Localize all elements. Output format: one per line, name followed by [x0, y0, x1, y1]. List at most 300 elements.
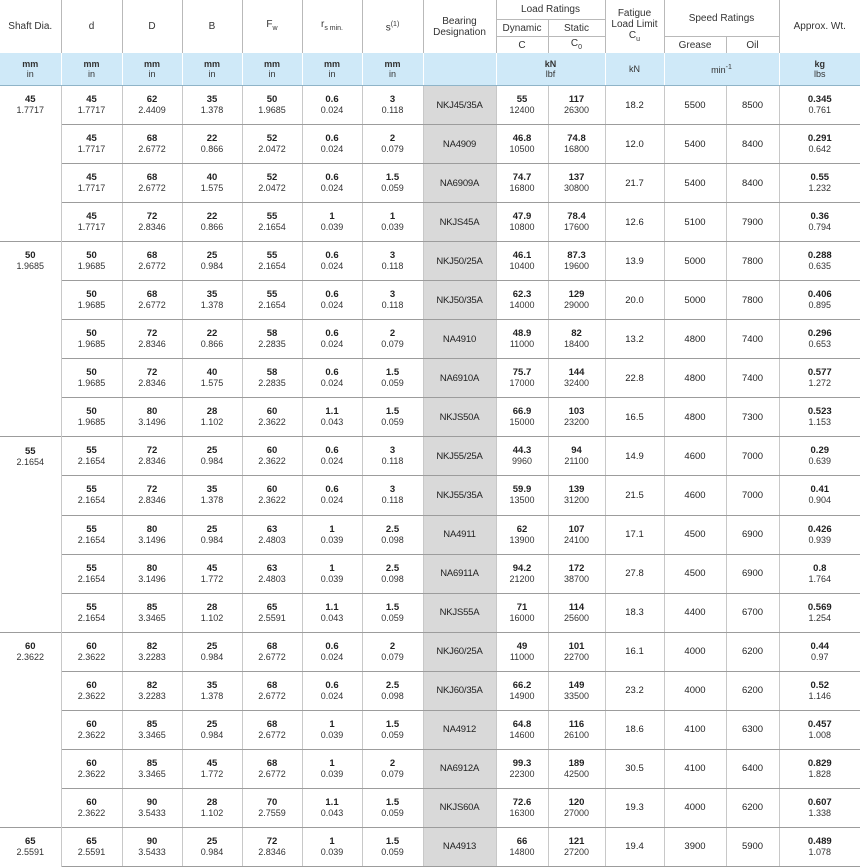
cell-d: 50 1.9685 [61, 398, 122, 437]
cell-grease: 4800 [664, 359, 726, 398]
table-row [0, 554, 860, 593]
cell-oil: 6400 [726, 749, 779, 788]
cell-dynamic: 71 16000 [496, 593, 548, 632]
cell-oil: 6200 [726, 632, 779, 671]
cell-weight: 0.607 1.338 [779, 788, 860, 827]
cell-oil: 8500 [726, 86, 779, 125]
cell-shaft-dia [0, 593, 61, 632]
cell-rs: 1.1 0.043 [302, 788, 362, 827]
cell-dynamic: 46.8 10500 [496, 125, 548, 164]
cell-D: 90 3.5433 [122, 788, 182, 827]
cell-rs: 0.6 0.024 [302, 320, 362, 359]
cell-B: 40 1.575 [182, 359, 242, 398]
cell-oil: 7800 [726, 281, 779, 320]
cell-grease: 4100 [664, 749, 726, 788]
cell-D: 85 3.3465 [122, 593, 182, 632]
cell-static: 94 21100 [548, 437, 605, 476]
cell-grease: 4000 [664, 671, 726, 710]
cell-fw: 58 2.2835 [242, 359, 302, 398]
cell-shaft-dia [0, 476, 61, 515]
cell-d: 60 2.3622 [61, 749, 122, 788]
cell-static: 139 31200 [548, 476, 605, 515]
cell-fatigue: 23.2 [605, 671, 664, 710]
cell-weight: 0.426 0.939 [779, 515, 860, 554]
cell-shaft-dia [0, 281, 61, 320]
cell-grease: 5000 [664, 242, 726, 281]
cell-B: 28 1.102 [182, 398, 242, 437]
units-row [0, 53, 860, 86]
cell-D: 68 2.6772 [122, 164, 182, 203]
cell-weight: 0.55 1.232 [779, 164, 860, 203]
cell-dynamic: 62.3 14000 [496, 281, 548, 320]
cell-shaft-dia [0, 203, 61, 242]
cell-weight: 0.52 1.146 [779, 671, 860, 710]
cell-s: 3 0.118 [362, 437, 423, 476]
cell-fw: 52 2.0472 [242, 125, 302, 164]
unit-rs: mm in [302, 53, 362, 86]
cell-fw: 60 2.3622 [242, 398, 302, 437]
cell-dynamic: 74.7 16800 [496, 164, 548, 203]
cell-D: 82 3.2283 [122, 671, 182, 710]
col-header-shaft: Shaft Dia. [0, 0, 61, 53]
cell-B: 22 0.866 [182, 320, 242, 359]
col-header-designation: Bearing Designation [423, 0, 496, 53]
col-header-static: Static [548, 20, 605, 37]
cell-shaft-dia: 50 1.9685 [0, 242, 61, 281]
cell-oil: 7000 [726, 476, 779, 515]
cell-grease: 4000 [664, 788, 726, 827]
cell-rs: 1 0.039 [302, 515, 362, 554]
cell-fw: 65 2.5591 [242, 593, 302, 632]
table-row [0, 671, 860, 710]
cell-shaft-dia [0, 710, 61, 749]
cell-static: 137 30800 [548, 164, 605, 203]
cell-d: 55 2.1654 [61, 554, 122, 593]
cell-oil: 7400 [726, 320, 779, 359]
table-row [0, 203, 860, 242]
cell-designation: NKJS50A [423, 398, 496, 437]
cell-fatigue: 19.3 [605, 788, 664, 827]
cell-dynamic: 59.9 13500 [496, 476, 548, 515]
cell-d: 50 1.9685 [61, 359, 122, 398]
table-row [0, 242, 860, 281]
col-header-weight: Approx. Wt. [793, 21, 846, 32]
cell-rs: 1 0.039 [302, 554, 362, 593]
cell-rs: 0.6 0.024 [302, 86, 362, 125]
cell-rs: 0.6 0.024 [302, 437, 362, 476]
cell-shaft-dia [0, 749, 61, 788]
unit-d: mm in [61, 53, 122, 86]
cell-fw: 58 2.2835 [242, 320, 302, 359]
cell-shaft-dia [0, 398, 61, 437]
cell-designation: NKJS60A [423, 788, 496, 827]
table-row [0, 164, 860, 203]
cell-rs: 0.6 0.024 [302, 281, 362, 320]
cell-rs: 1 0.039 [302, 827, 362, 866]
cell-dynamic: 94.2 21200 [496, 554, 548, 593]
cell-fatigue: 21.7 [605, 164, 664, 203]
cell-B: 25 0.984 [182, 515, 242, 554]
cell-designation: NKJ55/25A [423, 437, 496, 476]
cell-d: 45 1.7717 [61, 203, 122, 242]
cell-rs: 0.6 0.024 [302, 125, 362, 164]
cell-B: 22 0.866 [182, 125, 242, 164]
cell-designation: NKJ55/35A [423, 476, 496, 515]
table-row [0, 86, 860, 125]
cell-dynamic: 72.6 16300 [496, 788, 548, 827]
cell-s: 2 0.079 [362, 320, 423, 359]
cell-static: 107 24100 [548, 515, 605, 554]
cell-dynamic: 55 12400 [496, 86, 548, 125]
cell-fatigue: 17.1 [605, 515, 664, 554]
col-header-fw: $F_w$ [242, 0, 302, 53]
cell-weight: 0.41 0.904 [779, 476, 860, 515]
cell-d: 55 2.1654 [61, 515, 122, 554]
unit-fw: mm in [242, 53, 302, 86]
cell-s: 1.5 0.059 [362, 827, 423, 866]
cell-fatigue: 18.2 [605, 86, 664, 125]
unit-fatigue: kN [605, 53, 664, 86]
unit-weight: kg lbs [779, 53, 860, 86]
col-header-d: d [61, 0, 122, 53]
cell-oil: 6900 [726, 554, 779, 593]
cell-rs: 1.1 0.043 [302, 398, 362, 437]
cell-fw: 63 2.4803 [242, 554, 302, 593]
cell-designation: NKJ50/25A [423, 242, 496, 281]
cell-static: 114 25600 [548, 593, 605, 632]
cell-fatigue: 16.5 [605, 398, 664, 437]
cell-grease: 5100 [664, 203, 726, 242]
unit-D: mm in [122, 53, 182, 86]
cell-oil: 6300 [726, 710, 779, 749]
cell-static: 78.4 17600 [548, 203, 605, 242]
cell-s: 3 0.118 [362, 242, 423, 281]
cell-rs: 0.6 0.024 [302, 164, 362, 203]
cell-B: 35 1.378 [182, 86, 242, 125]
cell-static: 144 32400 [548, 359, 605, 398]
cell-weight: 0.569 1.254 [779, 593, 860, 632]
cell-grease: 4400 [664, 593, 726, 632]
cell-d: 45 1.7717 [61, 86, 122, 125]
cell-fw: 55 2.1654 [242, 203, 302, 242]
cell-B: 25 0.984 [182, 242, 242, 281]
col-header-rs: $r_{s min.}$ [302, 0, 362, 53]
cell-grease: 4500 [664, 515, 726, 554]
cell-s: 1.5 0.059 [362, 593, 423, 632]
cell-designation: NKJ60/35A [423, 671, 496, 710]
cell-D: 72 2.8346 [122, 359, 182, 398]
cell-s: 3 0.118 [362, 281, 423, 320]
col-header-B: B [182, 0, 242, 53]
cell-D: 68 2.6772 [122, 242, 182, 281]
cell-grease: 4100 [664, 710, 726, 749]
cell-d: 45 1.7717 [61, 125, 122, 164]
cell-s: 2 0.079 [362, 632, 423, 671]
cell-shaft-dia [0, 671, 61, 710]
cell-D: 72 2.8346 [122, 320, 182, 359]
cell-dynamic: 66.9 15000 [496, 398, 548, 437]
cell-rs: 1 0.039 [302, 710, 362, 749]
cell-rs: 0.6 0.024 [302, 476, 362, 515]
cell-grease: 4500 [664, 554, 726, 593]
cell-s: 1 0.039 [362, 203, 423, 242]
cell-D: 62 2.4409 [122, 86, 182, 125]
cell-d: 60 2.3622 [61, 671, 122, 710]
cell-oil: 5900 [726, 827, 779, 866]
cell-B: 45 1.772 [182, 554, 242, 593]
cell-designation: NKJS55A [423, 593, 496, 632]
cell-static: 116 26100 [548, 710, 605, 749]
cell-oil: 7800 [726, 242, 779, 281]
cell-designation: NA4911 [423, 515, 496, 554]
cell-fw: 70 2.7559 [242, 788, 302, 827]
cell-shaft-dia [0, 788, 61, 827]
cell-grease: 4800 [664, 320, 726, 359]
cell-grease: 4600 [664, 437, 726, 476]
cell-oil: 7000 [726, 437, 779, 476]
cell-D: 80 3.1496 [122, 398, 182, 437]
cell-D: 85 3.3465 [122, 749, 182, 788]
cell-s: 1.5 0.059 [362, 164, 423, 203]
unit-s: mm in [362, 53, 423, 86]
cell-weight: 0.489 1.078 [779, 827, 860, 866]
cell-rs: 0.6 0.024 [302, 632, 362, 671]
cell-d: 60 2.3622 [61, 788, 122, 827]
cell-D: 72 2.8346 [122, 437, 182, 476]
cell-fw: 63 2.4803 [242, 515, 302, 554]
cell-designation: NA6912A [423, 749, 496, 788]
cell-shaft-dia [0, 164, 61, 203]
cell-static: 172 38700 [548, 554, 605, 593]
cell-static: 149 33500 [548, 671, 605, 710]
cell-d: 50 1.9685 [61, 320, 122, 359]
cell-shaft-dia [0, 125, 61, 164]
col-header-load-ratings: Load Ratings [496, 0, 605, 20]
cell-static: 82 18400 [548, 320, 605, 359]
cell-designation: NKJ50/35A [423, 281, 496, 320]
table-row [0, 515, 860, 554]
col-header-speed-ratings: Speed Ratings [664, 0, 779, 37]
cell-fatigue: 16.1 [605, 632, 664, 671]
cell-weight: 0.296 0.653 [779, 320, 860, 359]
table-row [0, 632, 860, 671]
cell-s: 2 0.079 [362, 749, 423, 788]
unit-B: mm in [182, 53, 242, 86]
cell-weight: 0.288 0.635 [779, 242, 860, 281]
cell-oil: 7400 [726, 359, 779, 398]
cell-fw: 55 2.1654 [242, 242, 302, 281]
cell-weight: 0.523 1.153 [779, 398, 860, 437]
cell-d: 60 2.3622 [61, 710, 122, 749]
cell-dynamic: 48.9 11000 [496, 320, 548, 359]
cell-designation: NA6911A [423, 554, 496, 593]
table-row [0, 710, 860, 749]
cell-weight: 0.829 1.828 [779, 749, 860, 788]
cell-s: 1.5 0.059 [362, 398, 423, 437]
col-header-static-symbol: $C_0$ [548, 37, 605, 54]
cell-fw: 72 2.8346 [242, 827, 302, 866]
cell-s: 3 0.118 [362, 476, 423, 515]
cell-fatigue: 22.8 [605, 359, 664, 398]
cell-rs: 1.1 0.043 [302, 593, 362, 632]
cell-grease: 4000 [664, 632, 726, 671]
cell-grease: 5400 [664, 125, 726, 164]
cell-fatigue: 20.0 [605, 281, 664, 320]
cell-rs: 1 0.039 [302, 749, 362, 788]
cell-shaft-dia [0, 554, 61, 593]
cell-B: 45 1.772 [182, 749, 242, 788]
cell-rs: 0.6 0.024 [302, 359, 362, 398]
cell-fatigue: 12.0 [605, 125, 664, 164]
cell-oil: 8400 [726, 125, 779, 164]
cell-B: 28 1.102 [182, 593, 242, 632]
table-row [0, 320, 860, 359]
cell-s: 2.5 0.098 [362, 515, 423, 554]
table-row [0, 788, 860, 827]
cell-fw: 60 2.3622 [242, 476, 302, 515]
cell-fatigue: 30.5 [605, 749, 664, 788]
cell-d: 45 1.7717 [61, 164, 122, 203]
cell-designation: NA4909 [423, 125, 496, 164]
cell-shaft-dia: 60 2.3622 [0, 632, 61, 671]
cell-fatigue: 12.6 [605, 203, 664, 242]
cell-fatigue: 13.2 [605, 320, 664, 359]
cell-designation: NA4910 [423, 320, 496, 359]
cell-weight: 0.406 0.895 [779, 281, 860, 320]
cell-D: 72 2.8346 [122, 203, 182, 242]
unit-shaft: mm in [0, 53, 61, 86]
cell-s: 2 0.079 [362, 125, 423, 164]
col-header-s: $s^{(1)}$ [362, 0, 423, 53]
cell-oil: 7900 [726, 203, 779, 242]
cell-rs: 0.6 0.024 [302, 671, 362, 710]
cell-designation: NKJ45/35A [423, 86, 496, 125]
cell-static: 74.8 16800 [548, 125, 605, 164]
cell-s: 1.5 0.059 [362, 359, 423, 398]
cell-grease: 4600 [664, 476, 726, 515]
cell-D: 82 3.2283 [122, 632, 182, 671]
table-row [0, 359, 860, 398]
cell-d: 50 1.9685 [61, 281, 122, 320]
cell-fw: 68 2.6772 [242, 710, 302, 749]
cell-rs: 1 0.039 [302, 203, 362, 242]
table-row [0, 281, 860, 320]
cell-shaft-dia [0, 320, 61, 359]
cell-designation: NA6910A [423, 359, 496, 398]
cell-grease: 3900 [664, 827, 726, 866]
unit-load: kN lbf [496, 53, 605, 86]
table-row [0, 593, 860, 632]
table-row [0, 749, 860, 788]
cell-rs: 0.6 0.024 [302, 242, 362, 281]
cell-static: 189 42500 [548, 749, 605, 788]
cell-d: 65 2.5591 [61, 827, 122, 866]
cell-designation: NA4913 [423, 827, 496, 866]
cell-dynamic: 66.2 14900 [496, 671, 548, 710]
cell-weight: 0.291 0.642 [779, 125, 860, 164]
col-header-fatigue: Fatigue Load Limit $C_u$ [605, 0, 664, 53]
cell-B: 35 1.378 [182, 671, 242, 710]
cell-dynamic: 44.3 9960 [496, 437, 548, 476]
cell-weight: 0.345 0.761 [779, 86, 860, 125]
cell-D: 90 3.5433 [122, 827, 182, 866]
table-row [0, 398, 860, 437]
cell-d: 55 2.1654 [61, 593, 122, 632]
cell-fatigue: 14.9 [605, 437, 664, 476]
cell-s: 3 0.118 [362, 86, 423, 125]
cell-d: 60 2.3622 [61, 632, 122, 671]
cell-static: 103 23200 [548, 398, 605, 437]
cell-weight: 0.36 0.794 [779, 203, 860, 242]
cell-dynamic: 46.1 10400 [496, 242, 548, 281]
cell-grease: 5400 [664, 164, 726, 203]
cell-fw: 68 2.6772 [242, 632, 302, 671]
cell-dynamic: 99.3 22300 [496, 749, 548, 788]
table-row [0, 476, 860, 515]
cell-B: 35 1.378 [182, 281, 242, 320]
cell-grease: 4800 [664, 398, 726, 437]
cell-static: 121 27200 [548, 827, 605, 866]
cell-fw: 52 2.0472 [242, 164, 302, 203]
table-row [0, 125, 860, 164]
cell-fatigue: 27.8 [605, 554, 664, 593]
col-header-grease: Grease [664, 37, 726, 54]
cell-B: 40 1.575 [182, 164, 242, 203]
cell-B: 25 0.984 [182, 710, 242, 749]
cell-grease: 5000 [664, 281, 726, 320]
cell-s: 1.5 0.059 [362, 788, 423, 827]
cell-dynamic: 66 14800 [496, 827, 548, 866]
cell-B: 22 0.866 [182, 203, 242, 242]
cell-fatigue: 13.9 [605, 242, 664, 281]
cell-weight: 0.577 1.272 [779, 359, 860, 398]
cell-static: 101 22700 [548, 632, 605, 671]
cell-d: 50 1.9685 [61, 242, 122, 281]
cell-shaft-dia: 55 2.1654 [0, 437, 61, 476]
cell-fw: 60 2.3622 [242, 437, 302, 476]
cell-s: 2.5 0.098 [362, 554, 423, 593]
cell-shaft-dia: 45 1.7717 [0, 86, 61, 125]
cell-fw: 68 2.6772 [242, 749, 302, 788]
col-header-oil: Oil [726, 37, 779, 54]
cell-designation: NA6909A [423, 164, 496, 203]
table-row [0, 827, 860, 866]
cell-weight: 0.44 0.97 [779, 632, 860, 671]
cell-s: 1.5 0.059 [362, 710, 423, 749]
cell-D: 80 3.1496 [122, 515, 182, 554]
cell-oil: 6700 [726, 593, 779, 632]
cell-designation: NA4912 [423, 710, 496, 749]
cell-oil: 8400 [726, 164, 779, 203]
cell-d: 55 2.1654 [61, 476, 122, 515]
cell-static: 117 26300 [548, 86, 605, 125]
cell-s: 2.5 0.098 [362, 671, 423, 710]
cell-oil: 6200 [726, 788, 779, 827]
cell-dynamic: 47.9 10800 [496, 203, 548, 242]
cell-dynamic: 49 11000 [496, 632, 548, 671]
cell-weight: 0.29 0.639 [779, 437, 860, 476]
col-header-D: D [122, 0, 182, 53]
table-row [0, 437, 860, 476]
cell-dynamic: 62 13900 [496, 515, 548, 554]
cell-designation: NKJS45A [423, 203, 496, 242]
col-header-dynamic-symbol: C [496, 37, 548, 54]
cell-fatigue: 18.3 [605, 593, 664, 632]
cell-fw: 50 1.9685 [242, 86, 302, 125]
cell-oil: 7300 [726, 398, 779, 437]
cell-fw: 68 2.6772 [242, 671, 302, 710]
cell-weight: 0.457 1.008 [779, 710, 860, 749]
